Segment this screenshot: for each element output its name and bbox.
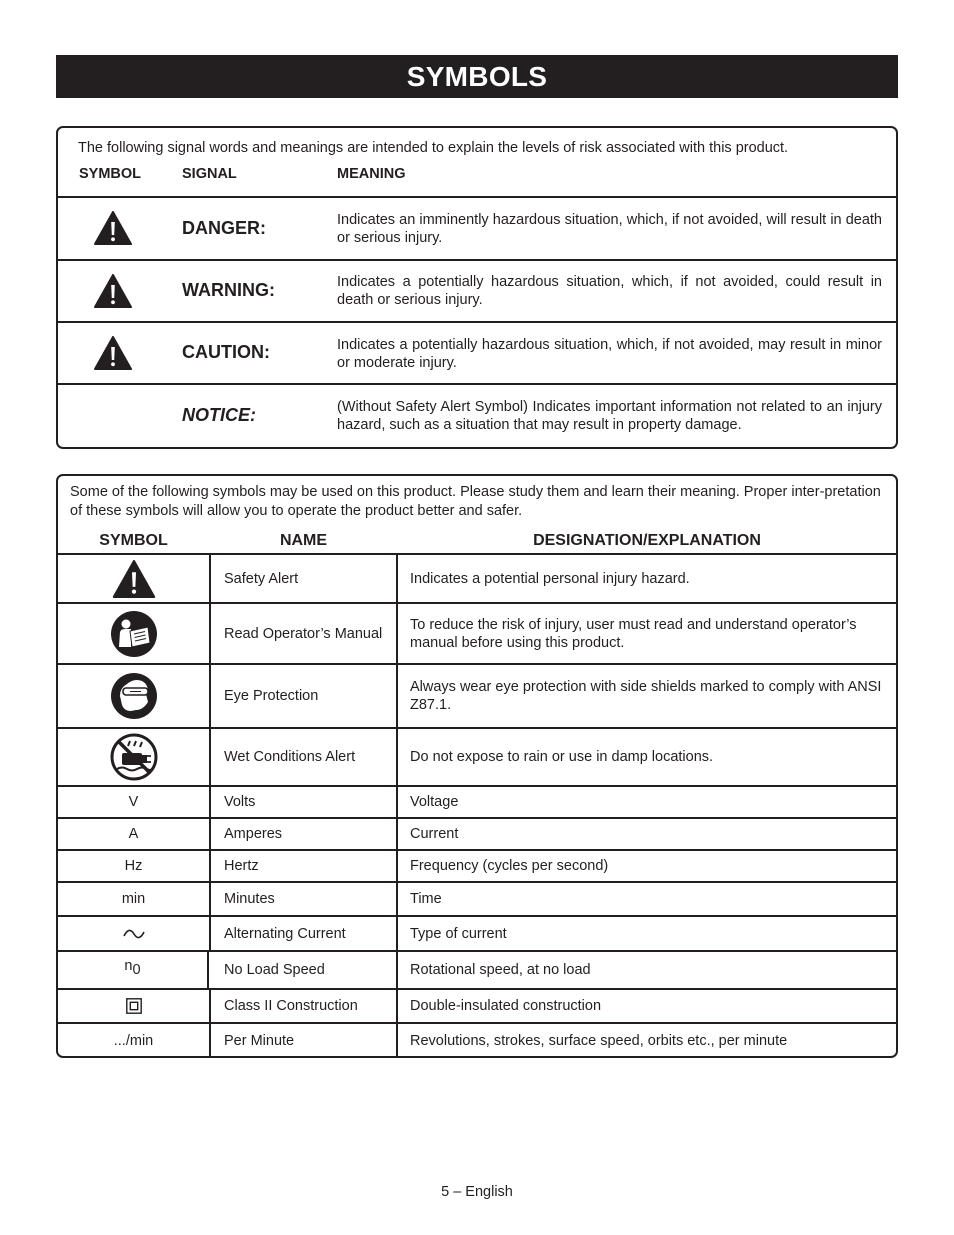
- symbols-row: [58, 1022, 896, 1058]
- symbol-designation: Rotational speed, at no load: [410, 962, 591, 978]
- symbol-name: Per Minute: [224, 1033, 295, 1049]
- symbol-subscript: 0: [132, 962, 141, 978]
- symbol-text: min: [58, 883, 211, 915]
- symbol-name: Safety Alert: [224, 570, 299, 587]
- symbols-intro-text: Some of the following symbols may be used on this product. Please study them and learn their meaning. Proper inter-pretation of these symbols will allow you to operate the product better and safer.: [70, 484, 881, 519]
- page-title: SYMBOLS: [56, 55, 898, 98]
- symbols-header-name: NAME: [279, 532, 328, 549]
- symbols-row: [58, 663, 896, 727]
- symbol-designation: Type of current: [410, 925, 507, 942]
- symbol-text: n: [124, 958, 133, 974]
- symbol-name: Class II Construction: [224, 998, 358, 1014]
- symbol-designation: Time: [410, 891, 442, 907]
- signal-label: WARNING:: [182, 280, 275, 300]
- symbol-designation: Revolutions, strokes, surface speed, orbits etc., per minute: [410, 1033, 788, 1049]
- signal-header-symbol: SYMBOL: [79, 166, 142, 182]
- symbols-row: [58, 988, 896, 1022]
- symbol-name: Hertz: [224, 858, 259, 874]
- symbol-designation: Current: [410, 826, 459, 842]
- symbol-text: A: [58, 819, 211, 849]
- eye-protection-icon: [110, 672, 158, 720]
- symbol-designation: To reduce the risk of injury, user must read and understand operator’s manual before using this product.: [410, 616, 857, 651]
- signal-label: DANGER:: [182, 218, 266, 238]
- signal-label: CAUTION:: [182, 342, 270, 362]
- symbol-designation: Double-insulated construction: [410, 998, 602, 1014]
- signal-header-signal: SIGNAL: [182, 166, 237, 182]
- safety-alert-triangle-icon: [112, 560, 156, 598]
- symbol-designation: Frequency (cycles per second): [410, 858, 609, 874]
- page-footer: 5 – English: [441, 1184, 513, 1200]
- symbol-name: Eye Protection: [224, 688, 319, 704]
- symbols-row: [58, 602, 896, 663]
- wet-conditions-icon: [110, 733, 158, 781]
- no-load-speed-symbol: [58, 952, 209, 988]
- signal-meaning: (Without Safety Alert Symbol) Indicates important information not related to an injury hazard, such as a situation that may result in property damage.: [337, 399, 882, 433]
- signal-meaning: Indicates a potentially hazardous situation, which, if not avoided, could result in death or serious injury.: [337, 274, 882, 308]
- symbol-text: .../min: [58, 1024, 211, 1058]
- signal-row-notice: [58, 383, 896, 449]
- symbol-designation: Always wear eye protection with side shields marked to comply with ANSI Z87.1.: [410, 679, 882, 713]
- symbol-name: Volts: [224, 794, 256, 810]
- symbols-table: [56, 474, 898, 1058]
- symbols-row: [58, 849, 896, 881]
- signal-row-warning: [58, 259, 896, 321]
- symbol-name: No Load Speed: [224, 962, 325, 978]
- alternating-current-icon: [123, 927, 145, 941]
- signal-label: NOTICE:: [182, 405, 256, 425]
- symbols-row: [58, 817, 896, 849]
- signal-row-danger: [58, 196, 896, 259]
- warning-triangle-icon: [94, 274, 132, 308]
- symbol-name: Amperes: [224, 826, 283, 842]
- warning-triangle-icon: [94, 211, 132, 245]
- symbols-row: [58, 727, 896, 785]
- read-manual-icon: [110, 610, 158, 658]
- symbols-row: [58, 950, 896, 988]
- symbol-designation: Voltage: [410, 794, 459, 810]
- symbol-name: Minutes: [224, 891, 275, 907]
- class-ii-construction-icon: [126, 998, 142, 1014]
- signal-header-meaning: MEANING: [337, 166, 406, 182]
- symbol-name: Read Operator’s Manual: [224, 625, 383, 642]
- symbols-row: [58, 785, 896, 817]
- symbols-header-designation: DESIGNATION/EXPLANATION: [533, 532, 761, 549]
- signal-meaning: Indicates a potentially hazardous situation, which, if not avoided, may result in minor or moderate injury.: [337, 337, 882, 371]
- symbols-row: [58, 553, 896, 602]
- signal-intro-text: The following signal words and meanings are intended to explain the levels of risk associated with this product.: [78, 140, 789, 156]
- symbol-name: Alternating Current: [224, 925, 346, 942]
- symbols-header-symbol: SYMBOL: [99, 532, 168, 549]
- symbol-text: V: [58, 787, 211, 817]
- signal-words-table: [56, 126, 898, 449]
- symbol-text: Hz: [58, 851, 211, 881]
- signal-row-caution: [58, 321, 896, 383]
- symbol-name: Wet Conditions Alert: [224, 749, 356, 765]
- symbols-row: [58, 915, 896, 950]
- symbols-row: [58, 881, 896, 915]
- signal-meaning: Indicates an imminently hazardous situation, which, if not avoided, will result in death or serious injury.: [337, 212, 882, 246]
- symbol-designation: Do not expose to rain or use in damp locations.: [410, 749, 714, 765]
- symbol-designation: Indicates a potential personal injury hazard.: [410, 570, 690, 587]
- warning-triangle-icon: [94, 336, 132, 370]
